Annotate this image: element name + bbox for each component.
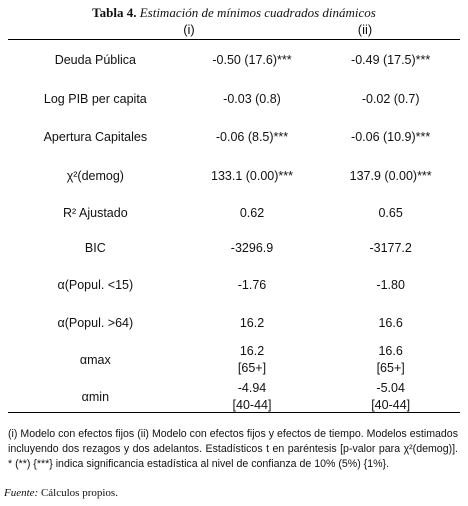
value-bracket: [65+] (237, 361, 267, 375)
cell-col-i: -0.06 (8.5)*** (215, 129, 289, 144)
cell-col-i: 133.1 (0.00)*** (211, 168, 294, 183)
row-label: α(Popul. <15) (57, 277, 134, 292)
row-label: Deuda Pública (54, 52, 136, 67)
table-row (8, 304, 460, 342)
cell-col-i: -1.76 (237, 277, 267, 292)
source-label: Fuente: (4, 487, 39, 499)
value: 16.6 (378, 344, 403, 358)
cell-col-ii (321, 378, 460, 416)
value-bracket: [40-44] (371, 398, 411, 412)
cell-col-i (183, 378, 322, 416)
cell-col-ii: -0.02 (0.7) (361, 91, 420, 106)
row-label: αmax (79, 352, 111, 367)
table-row (8, 266, 460, 304)
cell-col-ii: -1.80 (376, 277, 405, 292)
table-row (8, 80, 460, 118)
table-row (8, 118, 460, 156)
cell-col-i: -3296.9 (230, 240, 274, 255)
cell-col-ii: 0.65 (378, 205, 403, 220)
table-title: Estimación de mínimos cuadrados dinámicos (139, 5, 376, 20)
row-label: BIC (84, 240, 106, 255)
cell-col-i: -0.50 (17.6)*** (212, 52, 292, 67)
cell-col-ii: 16.6 (378, 315, 403, 330)
table-caption (0, 5, 468, 21)
cell-col-i: -0.03 (0.8) (223, 91, 281, 106)
table-note: (i) Modelo con efectos fijos (ii) Modelo con efectos fijos y efectos de tiempo. Modelos estimados incluyendo dos rezagos y dos adelantos. Estadísticos t en paréntesis [p-valor para χ²(demog)]. * (**) {***} indica significancia estadística al nivel de confianza de 10% (5%) {1%}. (8, 428, 458, 470)
source-text: Cálculos propios. (40, 487, 118, 499)
row-label: αmin (81, 389, 110, 404)
value: 16.2 (239, 344, 265, 358)
cell-col-ii: 137.9 (0.00)*** (349, 168, 432, 183)
value-bracket: [65+] (376, 361, 405, 375)
row-label: α(Popul. >64) (57, 315, 134, 330)
bottom-rule (8, 412, 460, 413)
row-label: χ²(demog) (66, 168, 124, 183)
cell-col-ii (321, 342, 460, 378)
table-row (8, 342, 460, 378)
cell-col-i (183, 342, 322, 378)
value: -4.94 (237, 381, 267, 395)
column-header-i: (i) (183, 22, 195, 37)
table-row (8, 378, 460, 416)
table-row (8, 230, 460, 266)
row-label: Apertura Capitales (43, 129, 148, 144)
table-row (8, 40, 460, 80)
value: -5.04 (376, 381, 405, 395)
results-table (8, 40, 460, 416)
cell-col-ii: -3177.2 (369, 240, 412, 255)
table-row (8, 156, 460, 196)
source-line (4, 487, 118, 499)
row-label: R² Ajustado (63, 205, 128, 220)
value-bracket: [40-44] (232, 398, 272, 412)
cell-col-ii: -0.06 (10.9)*** (351, 129, 431, 144)
table-number: Tabla 4. (92, 5, 137, 20)
cell-col-i: 16.2 (239, 315, 265, 330)
cell-col-i: 0.62 (239, 205, 265, 220)
table-row (8, 196, 460, 230)
column-header-ii: (ii) (357, 22, 373, 37)
row-label: Log PIB per capita (43, 91, 147, 106)
cell-col-ii: -0.49 (17.5)*** (351, 52, 431, 67)
